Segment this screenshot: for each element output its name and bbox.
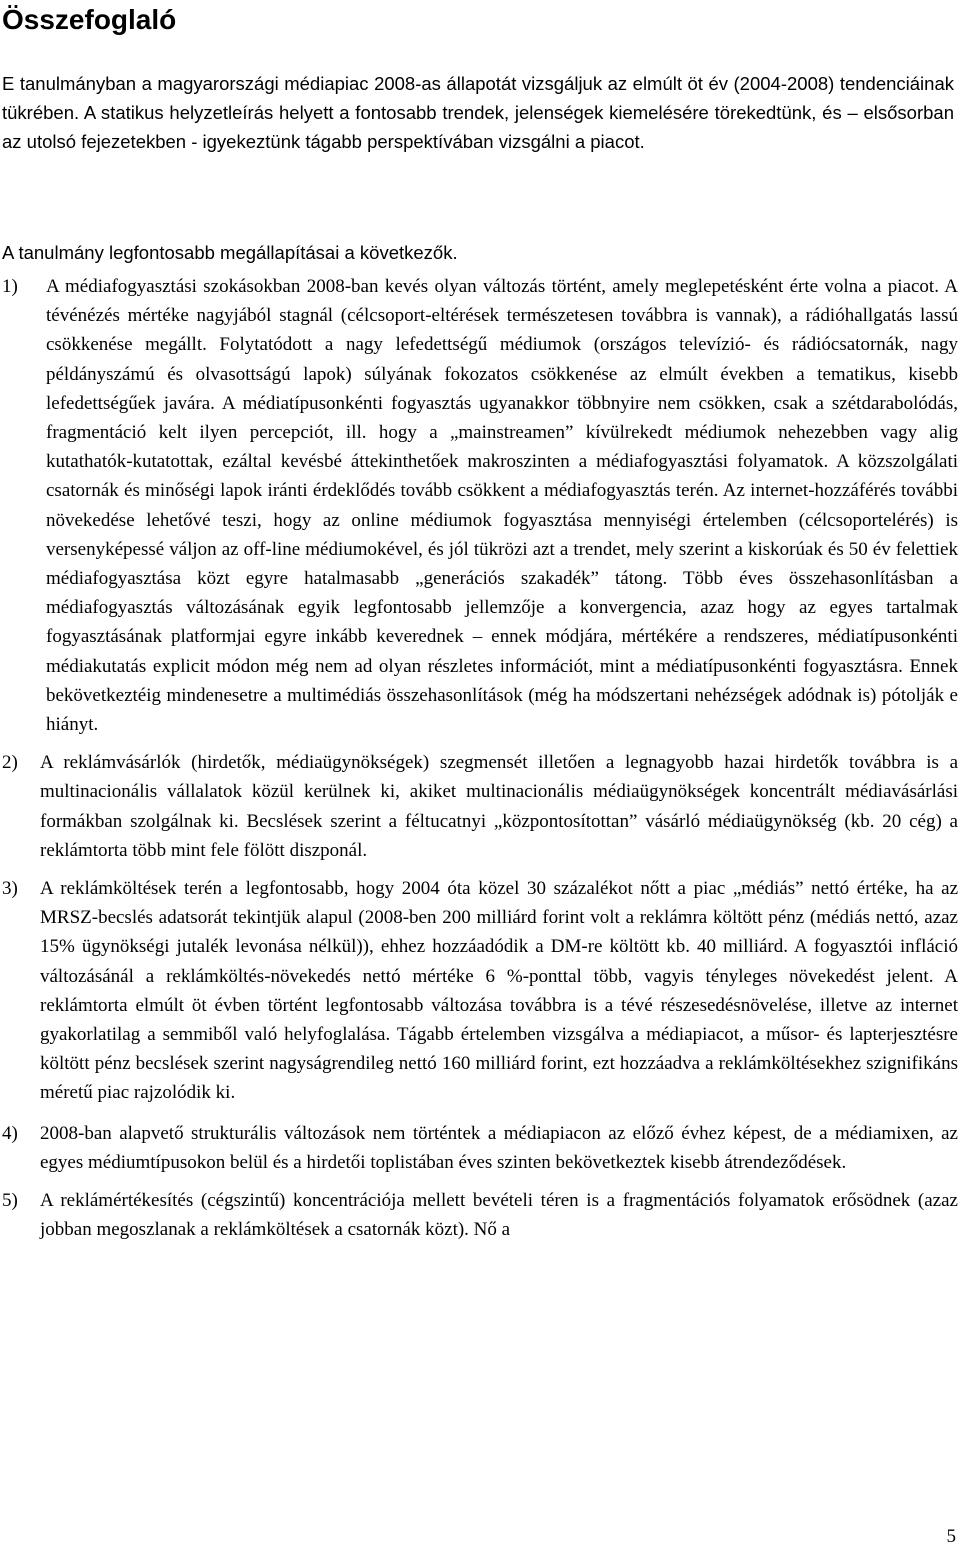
finding-text: A reklámértékesítés (cégszintű) koncentrációja mellett bevételi téren is a fragmentációs folyamatok erősödnek (azaz jobban megoszlanak a reklámköltések a csatornák közt). Nő a xyxy=(40,1190,958,1241)
finding-number: 4) xyxy=(2,1122,18,1144)
page-number: 5 xyxy=(946,1526,956,1547)
finding-item-5 xyxy=(2,1186,958,1244)
finding-number: 1) xyxy=(2,276,18,297)
page-title: Összefoglaló xyxy=(2,4,177,35)
finding-number: 3) xyxy=(2,878,18,900)
finding-text: A reklámvásárlók (hirdetők, médiaügynökségek) szegmensét illetően a legnagyobb hazai hirdetők továbbra is a multinacionális vállalatok közül kerülnek ki, akiket multinacionális médiaügynökségek koncentrált médiavásárlási formákban szolgálnak ki. Becslések szerint a féltucatnyi „központosítottan” vásárló médiaügynökség (kb. 20 cég) a reklámtorta több mint fele fölött diszponál. xyxy=(40,752,958,861)
finding-text: A médiafogyasztási szokásokban 2008-ban kevés olyan változás történt, amely meglepetésként érte volna a piacot. A tévénézés mértéke nagyjából stagnál (célcsoport-eltérések természetesen továbbra is vannak), a rádióhallgatás lassú csökkenése megállt. Folytatódott a nagy lefedettségű médiumok (országos televízió- és rádiócsatornák, nagy példányszámú és olvasottságú lapok) súlyának fokozatos csökkenése az elmúlt években a tematikus, kisebb lefedettségűek javára. A médiatípusonkénti fogyasztás ugyanakkor többnyire nem csökken, csak a szétdarabolódás, fragmentáció kelt ilyen percepciót, ill. hogy a „mainstreamen” kívülrekedt médiumok nehezebben vagy alig kutathatók-kutatottak, ezáltal kevésbé áttekinthetőek makroszinten a médiafogyasztási folyamatok. A közszolgálati csatornák és minőségi lapok iránti érdeklődés tovább csökkent a médiafogyasztás terén. Az internet-hozzáférés további növekedése lehetővé teszi, hogy az online médiumok fogyasztása mennyiségi értelemben (célcsoportelérés) is versenyképessé váljon az off-line médiumokével, és jól tükrözi azt a trendet, mely szerint a kiskorúak és 50 év felettiek médiafogyasztása közt egyre hatalmasabb „generációs szakadék” tátong. Több éves összehasonlításban a médiafogyasztás változásának egyik legfontosabb jellemzője a konvergencia, azaz hogy az egyes tartalmak fogyasztásának platformjai egyre inkább keverednek – ennek módjára, mértékére a rendszeres, médiatípusonkénti médiakutatás explicit módon még nem ad olyan részletes információt, mint a médiatípusonkénti fogyasztásra. Ennek bekövetkeztéig mindenesetre a multimédiás összehasonlítások (még ha módszertani nehézségek adódnak is) pótolják e hiányt. xyxy=(46,276,958,736)
findings-list xyxy=(2,272,958,1245)
finding-text: A reklámköltések terén a legfontosabb, hogy 2004 óta közel 30 százalékot nőtt a piac „médiás” nettó értéke, ha az MRSZ-becslés adatsorát tekintjük alapul (2008-ben 200 milliárd forint volt a reklámra költött pénz (médiás nettó, azaz 15% ügynökségi jutalék levonása nélkül)), ehhez hozzáadódik a DM-re költött kb. 40 milliárd. A fogyasztói infláció változásánál a reklámköltés-növekedés nettó mértéke 6 %-ponttal több, vagyis tényleges növekedést jelent. A reklámtorta elmúlt öt évben történt legfontosabb változása továbbra is a tévé részesedésnövelése, illetve az internet gyakorlatilag a semmiből való helyfoglalása. Tágabb értelemben vizsgálva a médiapiacot, a műsor- és lapterjesztésre költött pénz becslések szerint nagyságrendileg nettó 160 milliárd forint, ezt hozzáadva a reklámköltésekhez szignifikáns méretű piac rajzolódik ki. xyxy=(40,878,958,1104)
finding-number: 5) xyxy=(2,1190,18,1212)
finding-item-1 xyxy=(2,272,958,739)
intro-paragraph: E tanulmányban a magyarországi médiapiac 2008-as állapotát vizsgáljuk az elmúlt öt év (2004-2008) tendenciáinak tükrében. A statikus helyzetleírás helyett a fontosabb trendek, jelenségek kiemelésére törekedtünk, és – elsősorban az utolsó fejezetekben - igyekeztünk tágabb perspektívában vizsgálni a piacot. xyxy=(2,73,954,152)
finding-item-2 xyxy=(2,748,958,865)
finding-item-3 xyxy=(2,874,958,1108)
findings-heading: A tanulmány legfontosabb megállapításai a következők. xyxy=(2,242,458,263)
finding-text: 2008-ban alapvető strukturális változások nem történtek a médiapiacon az előző évhez képest, de a médiamixen, az egyes médiumtípusokon belül és a hirdetői toplistában éves szinten bekövetkeztek kisebb átrendeződések. xyxy=(40,1122,958,1173)
finding-number: 2) xyxy=(2,752,18,774)
finding-item-4 xyxy=(2,1119,958,1177)
